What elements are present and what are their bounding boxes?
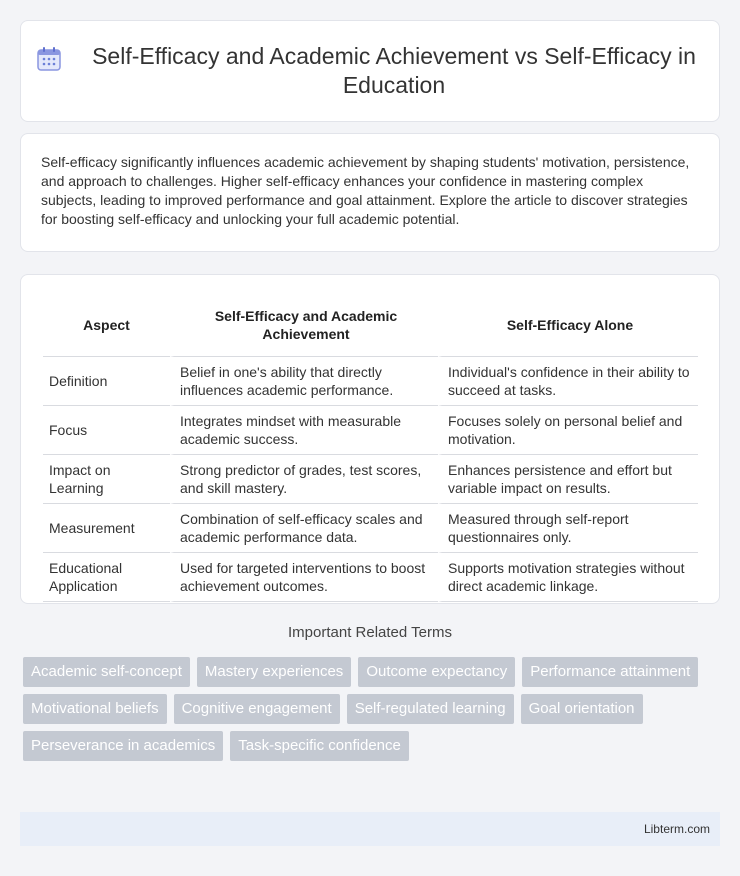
header-self-efficacy-alone: Self-Efficacy Alone (438, 295, 698, 357)
row-aspect: Focus (43, 406, 170, 455)
row-academic-cell: Strong predictor of grades, test scores, and skill mastery. (170, 455, 438, 504)
row-aspect: Educational Application (43, 553, 170, 602)
related-term-tag[interactable]: Academic self-concept (23, 657, 190, 687)
comparison-table-card (20, 274, 720, 604)
related-term-tag[interactable]: Perseverance in academics (23, 731, 223, 761)
row-alone-cell: Supports motivation strategies without direct academic linkage. (438, 553, 698, 602)
related-term-tag[interactable]: Goal orientation (521, 694, 643, 724)
table-row (43, 504, 698, 553)
related-term-tag[interactable]: Mastery experiences (197, 657, 351, 687)
related-term-tag[interactable]: Outcome expectancy (358, 657, 515, 687)
related-term-tag[interactable]: Self-regulated learning (347, 694, 514, 724)
intro-card (20, 133, 720, 252)
related-term-tag[interactable]: Motivational beliefs (23, 694, 167, 724)
footer (20, 812, 720, 846)
row-academic-cell: Belief in one's ability that directly influences academic performance. (170, 357, 438, 406)
related-term-tag[interactable]: Cognitive engagement (174, 694, 340, 724)
row-alone-cell: Individual's confidence in their ability to succeed at tasks. (438, 357, 698, 406)
row-aspect: Measurement (43, 504, 170, 553)
row-alone-cell: Focuses solely on personal belief and motivation. (438, 406, 698, 455)
title-card (20, 20, 720, 122)
table-header-row (43, 295, 698, 357)
header-self-efficacy-academic: Self-Efficacy and Academic Achievement (170, 295, 438, 357)
row-alone-cell: Measured through self-report questionnaires only. (438, 504, 698, 553)
calendar-icon (36, 46, 62, 72)
row-aspect: Definition (43, 357, 170, 406)
table-row (43, 357, 698, 406)
table-row (43, 553, 698, 602)
related-terms-title: Important Related Terms (288, 624, 452, 641)
table-row (43, 455, 698, 504)
related-terms-list (23, 657, 723, 768)
comparison-table (43, 295, 698, 602)
header-aspect: Aspect (43, 295, 170, 357)
row-alone-cell: Enhances persistence and effort but variable impact on results. (438, 455, 698, 504)
row-aspect: Impact on Learning (43, 455, 170, 504)
footer-site-link[interactable]: Libterm.com (643, 822, 710, 836)
row-academic-cell: Used for targeted interventions to boost achievement outcomes. (170, 553, 438, 602)
row-academic-cell: Integrates mindset with measurable academic success. (170, 406, 438, 455)
intro-paragraph: Self-efficacy significantly influences academic achievement by shaping students' motivation, persistence, and approach to challenges. Higher self-efficacy enhances your confidence in mastering complex subjects, leading to improved performance and goal attainment. Explore the article to discover strategies for boosting self-efficacy and unlocking your full academic potential. (41, 154, 690, 227)
page-title: Self-Efficacy and Academic Achievement vs Self-Efficacy in Education (92, 43, 696, 98)
table-row (43, 406, 698, 455)
related-term-tag[interactable]: Task-specific confidence (230, 731, 409, 761)
related-term-tag[interactable]: Performance attainment (522, 657, 698, 687)
row-academic-cell: Combination of self-efficacy scales and academic performance data. (170, 504, 438, 553)
